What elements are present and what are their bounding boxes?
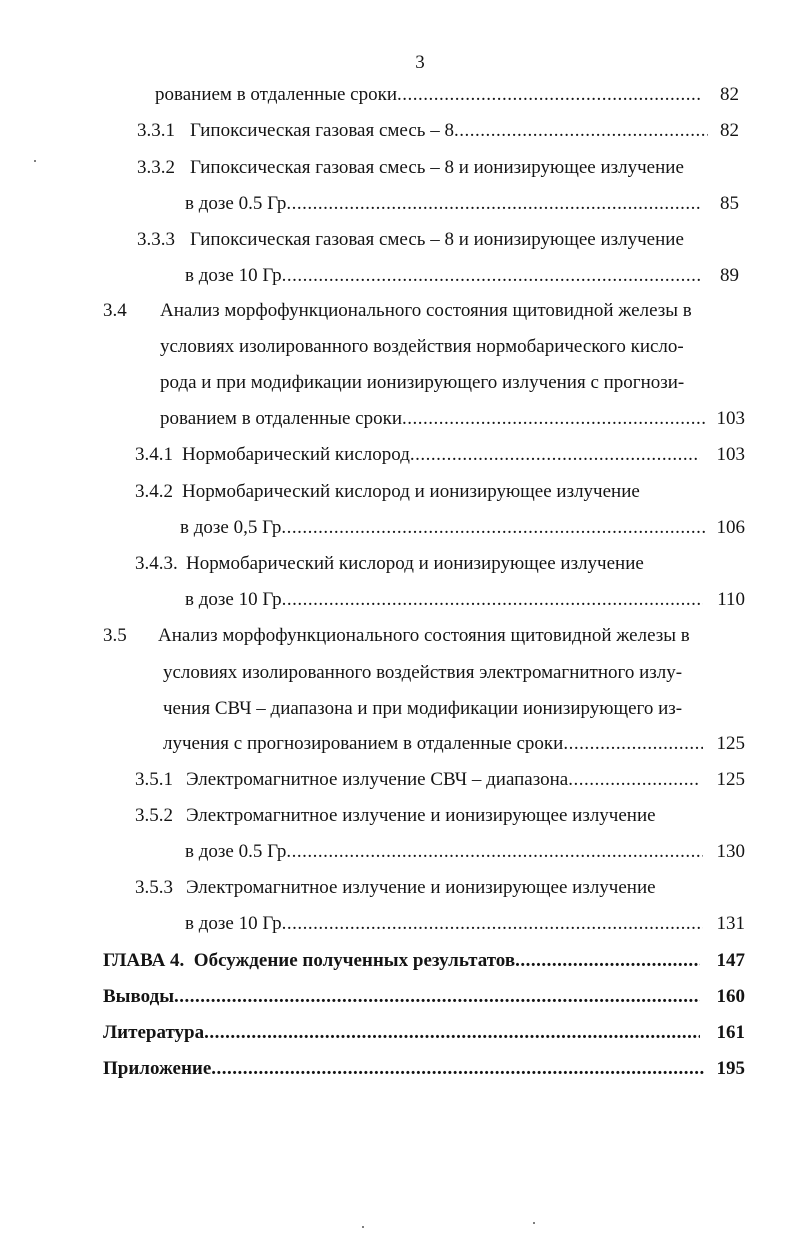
toc-leader xyxy=(515,948,700,974)
toc-text: Выводы xyxy=(103,986,175,1007)
toc-number: 3.3.1 xyxy=(137,120,175,141)
toc-entry-3-4-line3: рода и при модификации ионизирующего излучения с прогнози- xyxy=(160,372,685,393)
toc-leader xyxy=(286,191,700,217)
toc-leader xyxy=(281,515,707,541)
toc-page: 195 xyxy=(716,1058,745,1079)
toc-number: 3.5.3 xyxy=(135,877,173,898)
toc-number: 3.5.1 xyxy=(135,769,173,790)
toc-text: в дозе 10 Гр xyxy=(185,913,282,934)
toc-entry-3-3-3: Гипоксическая газовая смесь – 8 и ионизирующее излучение xyxy=(190,229,684,250)
toc-page: 131 xyxy=(716,913,745,934)
toc-text: Литература xyxy=(103,1022,205,1043)
toc-leader xyxy=(174,984,700,1010)
toc-text: ГЛАВА 4. Обсуждение полученных результатов xyxy=(103,950,516,971)
toc-appendix xyxy=(103,1056,705,1082)
toc-entry-3-4-line2: условиях изолированного воздействия нормобарического кисло- xyxy=(160,336,684,357)
toc-page: 160 xyxy=(716,986,745,1007)
toc-number: 3.4.3. xyxy=(135,553,178,574)
toc-text: рованием в отдаленные сроки xyxy=(155,84,398,105)
toc-number: 3.3.3 xyxy=(137,229,175,250)
toc-page: 125 xyxy=(716,733,745,754)
toc-leader xyxy=(282,263,700,289)
toc-page: 103 xyxy=(716,408,745,429)
toc-page: 125 xyxy=(716,769,745,790)
toc-leader xyxy=(282,911,703,937)
toc-entry-3-3-2: Гипоксическая газовая смесь – 8 и ионизирующее излучение xyxy=(190,157,684,178)
toc-text: Нормобарический кислород xyxy=(182,444,410,465)
toc-entry-3-3-2-cont xyxy=(185,191,700,217)
toc-entry-3-4-line4 xyxy=(160,406,705,432)
toc-entry-3-5-1 xyxy=(186,767,699,793)
toc-text: в дозе 0,5 Гр xyxy=(180,517,282,538)
toc-entry-3-5-line3: чения СВЧ – диапазона и при модификации ионизирующего из- xyxy=(163,698,683,719)
toc-text: рованием в отдаленные сроки xyxy=(160,408,403,429)
toc-page: 110 xyxy=(717,589,745,610)
toc-entry-3-5-2: Электромагнитное излучение и ионизирующее излучение xyxy=(186,805,656,826)
scan-speck xyxy=(362,1226,364,1228)
toc-entry-3-5-3: Электромагнитное излучение и ионизирующее излучение xyxy=(186,877,656,898)
toc-leader xyxy=(204,1020,700,1046)
scan-speck xyxy=(533,1222,535,1224)
toc-entry-3-5: Анализ морфофункционального состояния щитовидной железы в xyxy=(158,625,690,646)
toc-text: в дозе 0.5 Гр xyxy=(185,841,287,862)
toc-text: в дозе 10 Гр xyxy=(185,265,282,286)
toc-page: 89 xyxy=(720,265,739,286)
toc-entry-3-4-2-cont xyxy=(180,515,707,541)
toc-number: 3.5 xyxy=(103,625,127,646)
toc-leader xyxy=(568,767,699,793)
toc-leader xyxy=(563,731,703,757)
toc-leader xyxy=(397,82,700,108)
toc-leader xyxy=(454,118,708,144)
toc-entry-3-4: Анализ морфофункционального состояния щитовидной железы в xyxy=(160,300,692,321)
toc-text: лучения с прогнозированием в отдаленные сроки xyxy=(163,733,564,754)
toc-entry-3-5-2-cont xyxy=(185,839,703,865)
toc-entry-3-5-line4 xyxy=(163,731,703,757)
toc-page: 85 xyxy=(720,193,739,214)
toc-page: 106 xyxy=(716,517,745,538)
toc-number: 3.5.2 xyxy=(135,805,173,826)
toc-entry-3-3-3-cont xyxy=(185,263,700,289)
toc-number: 3.4.2 xyxy=(135,481,173,502)
toc-page: 147 xyxy=(716,950,745,971)
page-number: 3 xyxy=(415,52,425,73)
toc-page: 82 xyxy=(720,120,739,141)
toc-text: Приложение xyxy=(103,1058,212,1079)
toc-leader xyxy=(211,1056,705,1082)
toc-number: 3.3.2 xyxy=(137,157,175,178)
toc-entry-3-5-line2: условиях изолированного воздействия электромагнитного излу- xyxy=(163,662,683,683)
toc-chapter-4 xyxy=(103,948,700,974)
toc-leader xyxy=(410,442,700,468)
toc-leader xyxy=(282,587,703,613)
toc-entry-3-4-3-cont xyxy=(185,587,703,613)
toc-entry-3-4-1 xyxy=(182,442,700,468)
toc-literature xyxy=(103,1020,700,1046)
toc-page: 103 xyxy=(716,444,745,465)
toc-page: 130 xyxy=(716,841,745,862)
toc-entry-3-4-2: Нормобарический кислород и ионизирующее излучение xyxy=(182,481,640,502)
toc-leader xyxy=(402,406,705,432)
toc-text: в дозе 10 Гр xyxy=(185,589,282,610)
toc-leader xyxy=(286,839,703,865)
toc-continuation-line xyxy=(155,82,700,108)
toc-entry-3-4-3: Нормобарический кислород и ионизирующее излучение xyxy=(186,553,644,574)
toc-page: 82 xyxy=(720,84,739,105)
toc-text: Электромагнитное излучение СВЧ – диапазона xyxy=(186,769,569,790)
toc-number: 3.4.1 xyxy=(135,444,173,465)
toc-text: в дозе 0.5 Гр xyxy=(185,193,287,214)
toc-text: Гипоксическая газовая смесь – 8 xyxy=(190,120,454,141)
toc-number: 3.4 xyxy=(103,300,127,321)
scan-speck xyxy=(34,160,36,162)
toc-entry-3-5-3-cont xyxy=(185,911,703,937)
toc-entry-3-3-1 xyxy=(190,118,708,144)
toc-conclusions xyxy=(103,984,700,1010)
toc-page: 161 xyxy=(716,1022,745,1043)
